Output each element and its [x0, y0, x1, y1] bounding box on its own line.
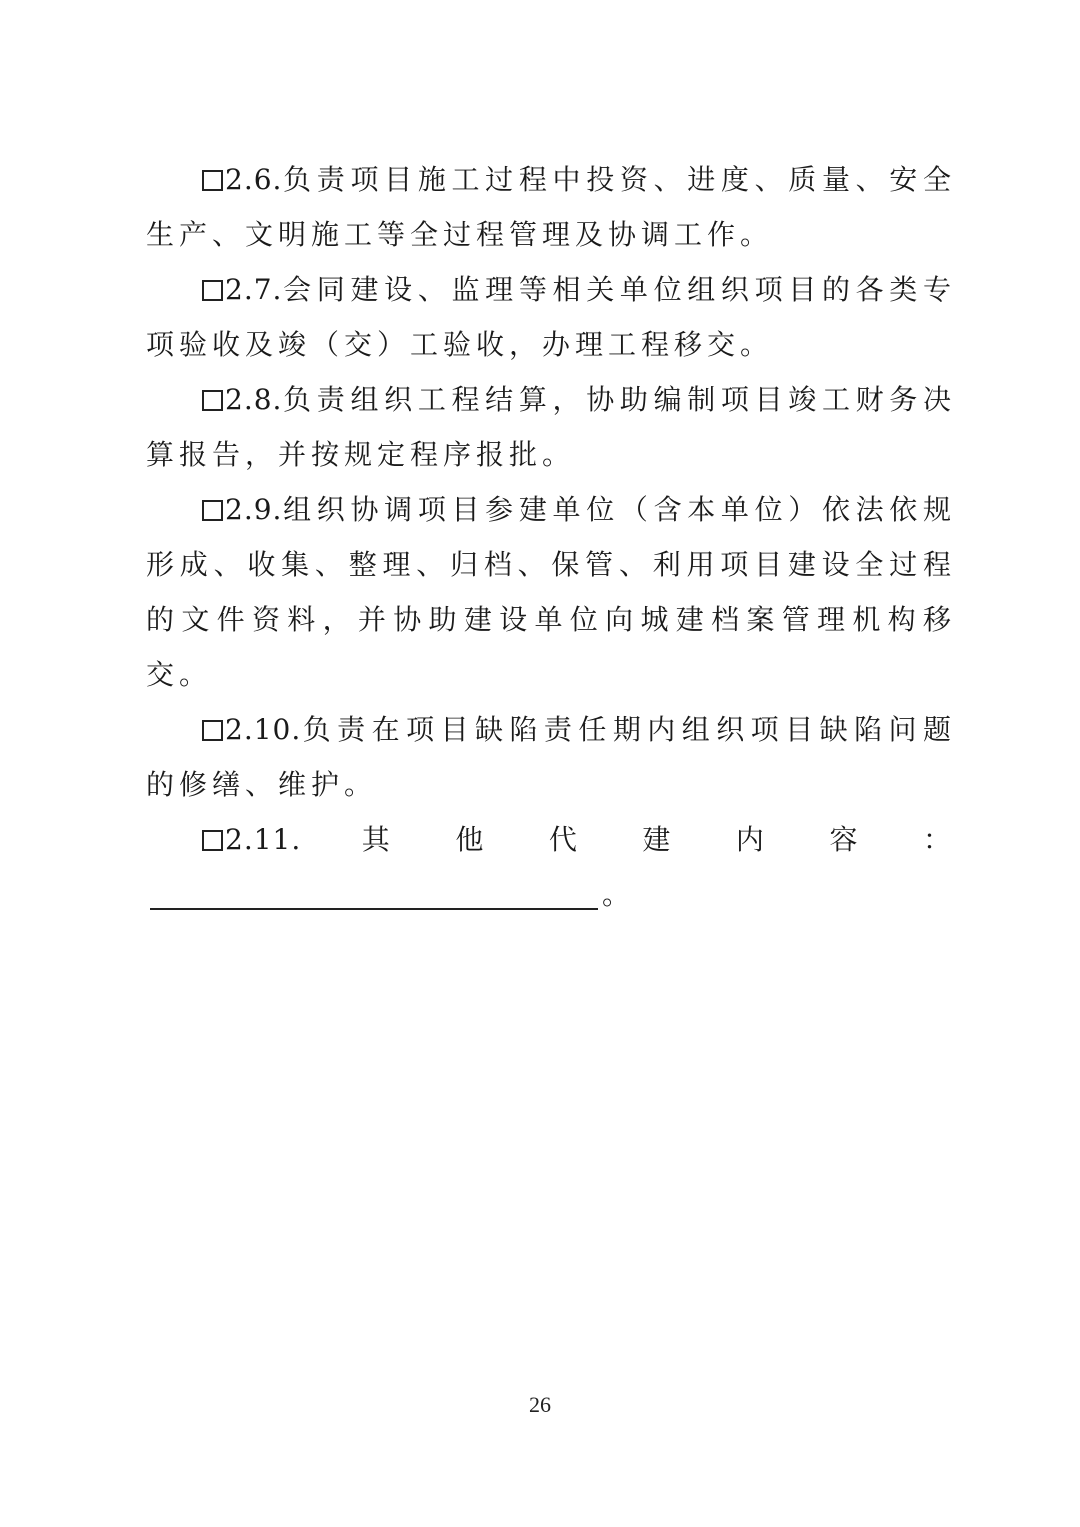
checkbox[interactable]	[202, 280, 223, 301]
fill-in-blank-line[interactable]	[150, 878, 598, 910]
checkbox[interactable]	[202, 170, 223, 191]
clause-text: 其他代建内容：	[301, 823, 956, 856]
clause-end-punctuation: 。	[602, 878, 636, 911]
clause-number: 2.6.	[225, 163, 283, 196]
clause-text: 负责在项目缺陷责任期内组织项目缺陷问题的修缮、维护。	[146, 713, 956, 801]
checkbox[interactable]	[202, 500, 223, 521]
checkbox[interactable]	[202, 390, 223, 411]
clause-2-8	[146, 372, 956, 482]
checkbox[interactable]	[202, 720, 223, 741]
page-content	[146, 152, 956, 922]
clause-2-7	[146, 262, 956, 372]
clause-text: 会同建设、监理等相关单位组织项目的各类专项验收及竣（交）工验收，办理工程移交。	[146, 273, 956, 361]
clause-2-10	[146, 702, 956, 812]
clause-number: 2.11.	[225, 823, 302, 856]
clause-number: 2.10.	[225, 713, 302, 746]
clause-text: 负责组织工程结算，协助编制项目竣工财务决算报告，并按规定程序报批。	[146, 383, 956, 471]
clause-2-6	[146, 152, 956, 262]
clause-text: 负责项目施工过程中投资、进度、质量、安全生产、文明施工等全过程管理及协调工作。	[146, 163, 956, 251]
clause-2-9	[146, 482, 956, 702]
clause-number: 2.9.	[225, 493, 283, 526]
clause-2-11	[146, 812, 956, 922]
page-number: 26	[529, 1392, 551, 1417]
checkbox[interactable]	[202, 830, 223, 851]
clause-number: 2.7.	[225, 273, 283, 306]
clause-number: 2.8.	[225, 383, 283, 416]
clause-text: 组织协调项目参建单位（含本单位）依法依规形成、收集、整理、归档、保管、利用项目建设全过程的文件资料，并协助建设单位向城建档案管理机构移交。	[146, 493, 956, 691]
